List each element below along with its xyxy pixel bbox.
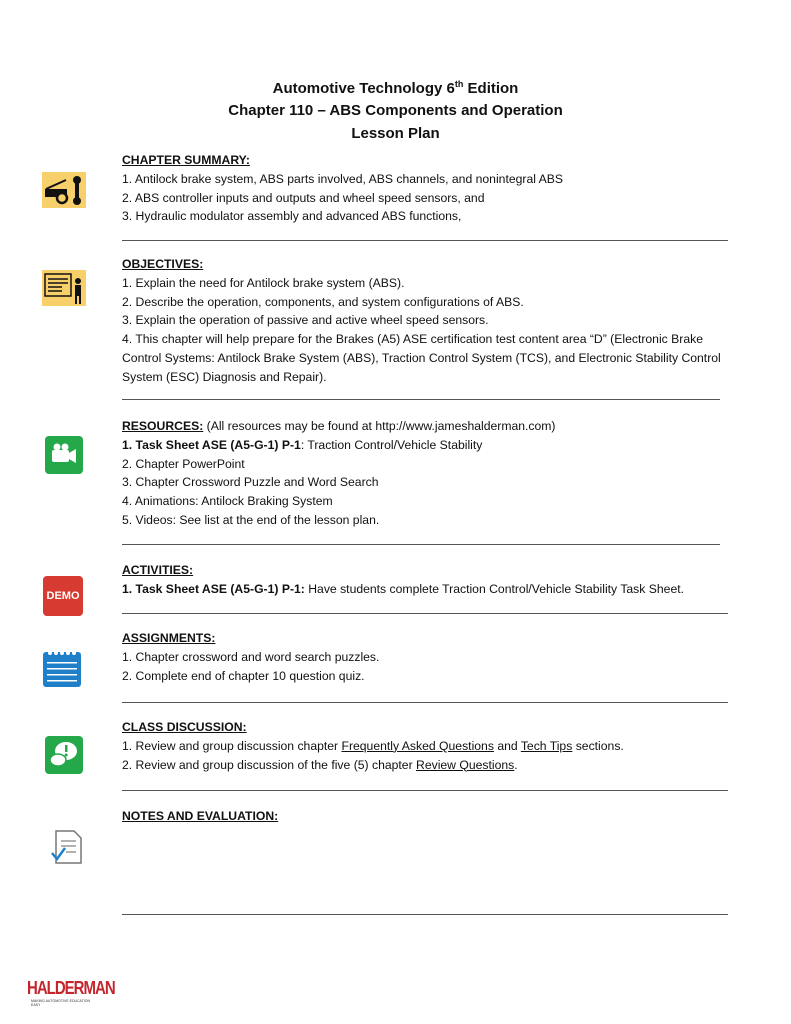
divider [122,544,720,545]
logo-tagline: MAKING AUTOMOTIVE EDUCATION EASY [31,999,90,1007]
list-item: 2. Chapter PowerPoint [122,456,245,471]
chapter-title: Chapter 110 – ABS Components and Operation [228,102,563,119]
divider [122,790,728,791]
chapter-summary-section [122,151,742,226]
section-heading: CLASS DISCUSSION: [122,720,247,734]
class-discussion-section [122,718,742,774]
list-item: 3. Explain the operation of passive and active wheel speed sensors. [122,313,489,328]
video-camera-icon [45,436,83,474]
divider [122,399,720,400]
resources-note: (All resources may be found at http://www.jameshalderman.com) [203,419,556,433]
review-questions-link[interactable]: Review Questions [416,757,515,772]
list-item: 1. Antilock brake system, ABS parts involved, ABS channels, and nonintegral ABS [122,171,564,186]
list-item [122,737,742,756]
divider [122,702,728,703]
list-item: 5. Videos: See list at the end of the lesson plan. [122,512,380,527]
notes-section [122,807,742,826]
list-item: 3. Hydraulic modulator assembly and advanced ABS functions, [122,209,462,224]
faq-link[interactable]: Frequently Asked Questions [341,738,494,753]
halderman-logo [27,978,115,1007]
activities-section [122,561,742,599]
discussion-icon [45,736,83,774]
logo-text: HALDERMAN [27,978,115,999]
section-heading: ACTIVITIES: [122,563,194,577]
list-item: 2. ABS controller inputs and outputs and wheel speed sensors, and [122,190,485,205]
divider [122,240,728,241]
list-item: 2. Describe the operation, components, and system configurations of ABS. [122,294,524,309]
text: . [514,757,518,772]
lesson-plan-title: Lesson Plan [351,125,440,142]
objectives-section [122,255,742,387]
text: sections. [572,738,624,753]
demo-icon: DEMO [43,576,83,616]
text: 1. Review and group discussion chapter [122,738,342,753]
task-sheet-desc: Have students complete Traction Control/Vehicle Stability Task Sheet. [304,581,684,596]
resources-section [122,417,742,530]
task-sheet-label: 1. Task Sheet ASE (A5-G-1) P-1: [122,581,305,596]
section-heading: NOTES AND EVALUATION: [122,809,279,823]
tech-tips-link[interactable]: Tech Tips [520,738,573,753]
section-heading: CHAPTER SUMMARY: [122,153,250,167]
section-heading: OBJECTIVES: [122,257,204,271]
list-item: 2. Complete end of chapter 10 question quiz. [122,668,365,683]
notepad-icon [43,649,81,687]
checklist-document-icon [50,829,84,865]
section-heading: RESOURCES: [122,419,204,433]
list-item: 4. Animations: Antilock Braking System [122,494,333,509]
list-item [122,436,742,455]
list-item [122,580,742,599]
task-sheet-desc: : Traction Control/Vehicle Stability [300,437,483,452]
list-item: 1. Chapter crossword and word search puzzles. [122,649,380,664]
list-item: 1. Explain the need for Antilock brake system (ABS). [122,275,405,290]
text: and [493,738,521,753]
divider [122,613,728,614]
divider [122,914,728,915]
presentation-icon [42,270,86,306]
text: 2. Review and group discussion of the five (5) chapter [122,757,417,772]
list-item: 4. This chapter will help prepare for the Brakes (A5) ASE certification test content area “D” (Electronic Brake Control Systems: Antilock Brake System (ABS), Traction Control System (TCS), and Electronic Stability Control System (ESC) Diagnosis and Repair). [122,332,721,384]
car-repair-icon [42,172,86,208]
task-sheet-label: 1. Task Sheet ASE (A5-G-1) P-1 [122,437,301,452]
section-heading: ASSIGNMENTS: [122,631,216,645]
list-item: 3. Chapter Crossword Puzzle and Word Search [122,475,379,490]
doc-title: Automotive Technology 6th Edition [272,79,519,97]
assignments-section [122,629,742,685]
list-item [122,756,742,775]
